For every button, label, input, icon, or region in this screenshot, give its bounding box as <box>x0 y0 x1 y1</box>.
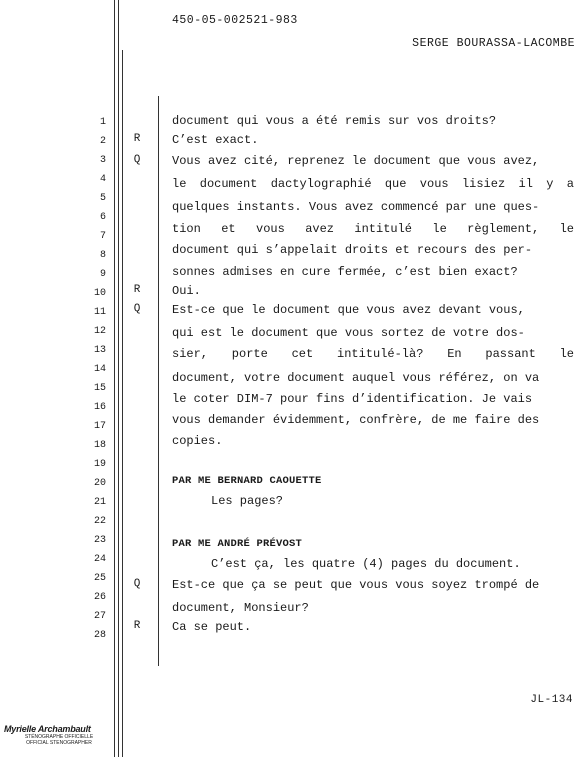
margin-rule-left-1 <box>114 0 115 757</box>
transcript-line: qui est le document que vous sortez de votre dos- <box>172 326 525 340</box>
line-number: 22 <box>93 516 106 527</box>
speaker-marker: Q <box>133 154 141 166</box>
line-number: 9 <box>99 269 106 280</box>
speaker-marker: Q <box>133 578 141 590</box>
speaker-heading: PAR ME BERNARD CAOUETTE <box>172 475 322 487</box>
page-reference: JL-134 <box>530 694 573 706</box>
line-number: 13 <box>93 345 106 356</box>
speaker-heading: PAR ME ANDRÉ PRÉVOST <box>172 538 303 550</box>
line-number: 17 <box>93 421 106 432</box>
transcript-line: copies. <box>172 434 223 448</box>
transcript-line: document, votre document auquel vous référez, on va <box>172 371 540 385</box>
transcript-line: document, Monsieur? <box>172 601 309 615</box>
transcript-line: C’est ça, les quatre (4) pages du document. <box>211 557 521 571</box>
transcript-line: document qui vous a été remis sur vos droits? <box>172 114 497 128</box>
line-number: 18 <box>93 440 106 451</box>
transcript-line: vous demander évidemment, confrère, de me faire des <box>172 413 540 427</box>
line-number: 11 <box>93 307 106 318</box>
line-number: 14 <box>93 364 106 375</box>
transcript-line: tion et vous avez intitulé le règlement, le <box>172 222 574 236</box>
transcript-line: Les pages? <box>211 494 284 508</box>
witness-name: SERGE BOURASSA-LACOMBE <box>412 37 575 50</box>
transcript-line: sonnes admises en cure fermée, c’est bien exact? <box>172 265 518 279</box>
line-number: 8 <box>99 250 106 261</box>
transcript-line: Vous avez cité, reprenez le document que vous avez, <box>172 154 540 168</box>
line-number: 2 <box>99 136 106 147</box>
line-number: 26 <box>93 592 106 603</box>
line-number: 19 <box>93 459 106 470</box>
line-number: 4 <box>99 174 106 185</box>
line-number: 3 <box>99 155 106 166</box>
line-number: 27 <box>93 611 106 622</box>
transcript-line: Est-ce que ça se peut que vous vous soyez trompé de <box>172 578 540 592</box>
speaker-marker: R <box>133 133 141 145</box>
line-number: 24 <box>93 554 106 565</box>
document-number: 450-05-002521-983 <box>172 14 298 27</box>
line-number: 12 <box>93 326 106 337</box>
margin-rule-left-3 <box>122 50 123 757</box>
speaker-marker: R <box>133 284 141 296</box>
stenographer-title-fr: STÉNOGRAPHE OFFICIELLE <box>24 734 94 740</box>
stenographer-title-en: OFFICIAL STENOGRAPHER <box>26 740 92 746</box>
stenographer-name: Myrielle Archambault <box>4 724 91 734</box>
line-number: 6 <box>99 212 106 223</box>
transcript-line: le document dactylographié que vous lisiez il y a <box>172 177 574 191</box>
line-number: 5 <box>99 193 106 204</box>
line-number: 16 <box>93 402 106 413</box>
transcript-line: Ca se peut. <box>172 620 252 634</box>
transcript-line: document qui s’appelait droits et recours des per- <box>172 243 533 257</box>
line-number: 1 <box>99 117 106 128</box>
line-number: 7 <box>99 231 106 242</box>
transcript-line: quelques instants. Vous avez commencé par une ques- <box>172 200 540 214</box>
line-number: 15 <box>93 383 106 394</box>
transcript-line: C’est exact. <box>172 133 259 147</box>
stenographer-stamp <box>4 724 114 746</box>
line-number: 21 <box>93 497 106 508</box>
line-number: 20 <box>93 478 106 489</box>
transcript-line: Est-ce que le document que vous avez devant vous, <box>172 303 525 317</box>
speaker-column-rule <box>158 96 159 666</box>
transcript-line: le coter DIM-7 pour fins d’identification. Je vais <box>172 392 533 406</box>
transcript-line: sier, porte cet intitulé-là? En passant le <box>172 347 574 361</box>
line-number: 23 <box>93 535 106 546</box>
speaker-marker: Q <box>133 303 141 315</box>
margin-rule-left-2 <box>118 0 119 757</box>
transcript-line: Oui. <box>172 284 201 298</box>
line-number: 25 <box>93 573 106 584</box>
line-number: 28 <box>93 630 106 641</box>
speaker-marker: R <box>133 620 141 632</box>
line-number: 10 <box>93 288 106 299</box>
